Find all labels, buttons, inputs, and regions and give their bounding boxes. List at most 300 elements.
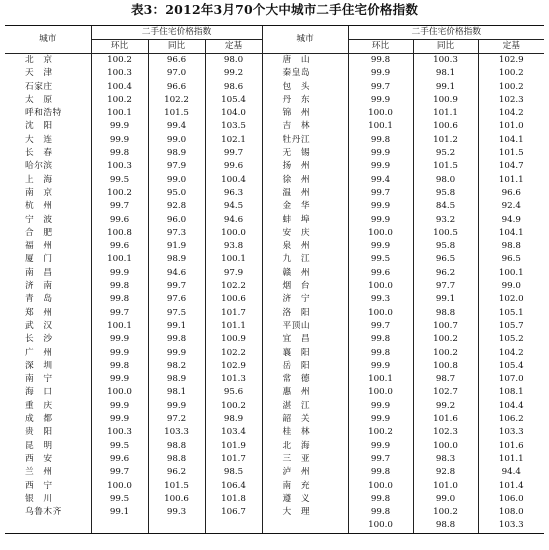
table-row xyxy=(5,373,544,386)
city-name-right: 宜 昌 xyxy=(262,333,348,346)
value-hb-right: 99.8 xyxy=(348,466,413,479)
value-tb-left: 99.7 xyxy=(148,280,205,293)
value-dj-left: 98.0 xyxy=(205,54,262,68)
value-tb-right: 96.5 xyxy=(413,253,478,266)
value-hb-right: 99.9 xyxy=(348,94,413,107)
value-dj-right: 96.6 xyxy=(478,187,544,200)
value-dj-left: 101.3 xyxy=(205,373,262,386)
city-name-left: 广 州 xyxy=(25,347,53,358)
value-tb-right: 100.7 xyxy=(413,320,478,333)
table-row xyxy=(5,67,544,80)
table-row xyxy=(5,187,544,200)
value-dj-right: 98.8 xyxy=(478,240,544,253)
value-tb-left xyxy=(148,519,205,533)
value-tb-right: 98.7 xyxy=(413,373,478,386)
value-dj-right: 96.5 xyxy=(478,253,544,266)
table-row xyxy=(5,240,544,253)
value-hb-left: 99.8 xyxy=(91,293,148,306)
value-hb-right: 100.1 xyxy=(348,120,413,133)
value-hb-left: 100.1 xyxy=(91,253,148,266)
table-row xyxy=(5,120,544,133)
city-name-left: 银 川 xyxy=(25,493,53,504)
value-dj-right: 105.2 xyxy=(478,333,544,346)
value-hb-left: 99.8 xyxy=(91,280,148,293)
value-hb-left: 99.6 xyxy=(91,240,148,253)
value-dj-left: 101.8 xyxy=(205,493,262,506)
value-hb-left: 100.2 xyxy=(91,54,148,68)
city-name-right: 大 理 xyxy=(262,506,348,519)
value-dj-left: 102.2 xyxy=(205,280,262,293)
table-row xyxy=(5,214,544,227)
city-name-left: 南 宁 xyxy=(25,374,53,385)
city-name-left: 武 汉 xyxy=(25,320,53,331)
value-dj-left: 99.2 xyxy=(205,67,262,80)
value-dj-right: 101.5 xyxy=(478,147,544,160)
table-row xyxy=(5,307,544,320)
city-name-right: 泉 州 xyxy=(262,240,348,253)
value-hb-right: 99.8 xyxy=(348,333,413,346)
value-tb-right: 101.1 xyxy=(413,107,478,120)
value-tb-right: 97.7 xyxy=(413,280,478,293)
city-name-left: 海 口 xyxy=(25,387,53,398)
value-hb-right: 100.0 xyxy=(348,107,413,120)
city-name-right: 安 庆 xyxy=(262,227,348,240)
value-hb-right: 99.5 xyxy=(348,253,413,266)
table-row xyxy=(5,347,544,360)
value-dj-right: 106.2 xyxy=(478,413,544,426)
city-header-right: 城市 xyxy=(262,26,348,54)
value-tb-left: 96.6 xyxy=(148,54,205,68)
value-hb-left: 99.9 xyxy=(91,134,148,147)
city-name-right xyxy=(262,519,348,533)
value-dj-right: 94.9 xyxy=(478,214,544,227)
city-name-left: 北 京 xyxy=(25,55,53,65)
value-dj-left: 103.5 xyxy=(205,120,262,133)
value-tb-left: 98.9 xyxy=(148,147,205,160)
value-tb-left: 99.4 xyxy=(148,120,205,133)
city-name-right: 岳 阳 xyxy=(262,360,348,373)
value-hb-right: 100.0 xyxy=(348,386,413,399)
value-dj-right: 108.0 xyxy=(478,506,544,519)
table-row xyxy=(5,174,544,187)
value-hb-left: 99.7 xyxy=(91,466,148,479)
table-row xyxy=(5,147,544,160)
value-hb-right: 99.8 xyxy=(348,134,413,147)
city-name-right: 牡丹江 xyxy=(262,134,348,147)
value-hb-left: 99.1 xyxy=(91,506,148,519)
value-tb-left: 98.2 xyxy=(148,360,205,373)
city-name-left xyxy=(5,519,91,533)
value-tb-left: 97.3 xyxy=(148,227,205,240)
value-hb-left: 99.9 xyxy=(91,267,148,280)
value-hb-left: 99.8 xyxy=(91,360,148,373)
value-tb-left: 102.2 xyxy=(148,94,205,107)
value-tb-right: 95.8 xyxy=(413,187,478,200)
value-tb-right: 102.7 xyxy=(413,386,478,399)
value-hb-left: 100.1 xyxy=(91,320,148,333)
city-name-right: 湛 江 xyxy=(262,400,348,413)
city-name-right: 桂 林 xyxy=(262,426,348,439)
value-tb-left: 99.0 xyxy=(148,134,205,147)
value-hb-left: 100.2 xyxy=(91,187,148,200)
value-hb-right: 99.9 xyxy=(348,400,413,413)
table-row xyxy=(5,280,544,293)
value-dj-left: 97.9 xyxy=(205,267,262,280)
value-dj-left: 103.4 xyxy=(205,426,262,439)
value-tb-right: 101.5 xyxy=(413,160,478,173)
value-hb-left: 99.5 xyxy=(91,174,148,187)
value-dj-right: 92.4 xyxy=(478,200,544,213)
table-row xyxy=(5,200,544,213)
value-dj-right: 100.2 xyxy=(478,81,544,94)
city-name-right: 温 州 xyxy=(262,187,348,200)
value-tb-right: 100.5 xyxy=(413,227,478,240)
table-row xyxy=(5,333,544,346)
city-name-left: 昆 明 xyxy=(25,440,53,451)
table-row xyxy=(5,54,544,68)
value-dj-right: 103.3 xyxy=(478,426,544,439)
city-name-right: 遵 义 xyxy=(262,493,348,506)
city-name-left: 太 原 xyxy=(25,94,53,105)
city-name-left: 厦 门 xyxy=(25,254,53,265)
value-tb-right: 101.0 xyxy=(413,480,478,493)
value-hb-right: 99.4 xyxy=(348,174,413,187)
value-tb-right: 100.8 xyxy=(413,360,478,373)
value-hb-right: 99.7 xyxy=(348,453,413,466)
value-tb-right: 100.6 xyxy=(413,120,478,133)
table-row xyxy=(5,480,544,493)
value-dj-left: 100.2 xyxy=(205,400,262,413)
value-dj-right: 103.3 xyxy=(478,519,544,533)
city-name-right: 济 宁 xyxy=(262,293,348,306)
value-hb-left: 99.5 xyxy=(91,493,148,506)
value-dj-left: 100.1 xyxy=(205,253,262,266)
value-dj-right: 104.2 xyxy=(478,347,544,360)
value-dj-left: 106.7 xyxy=(205,506,262,519)
city-name-left: 南 昌 xyxy=(25,267,53,278)
city-name-left: 大 连 xyxy=(25,134,53,145)
value-tb-right: 99.2 xyxy=(413,400,478,413)
city-name-right: 洛 阳 xyxy=(262,307,348,320)
city-name-right: 徐 州 xyxy=(262,174,348,187)
value-hb-left: 99.9 xyxy=(91,413,148,426)
value-tb-left: 96.0 xyxy=(148,214,205,227)
value-tb-left: 99.9 xyxy=(148,347,205,360)
value-hb-right: 99.9 xyxy=(348,160,413,173)
value-dj-right: 101.1 xyxy=(478,453,544,466)
value-dj-right: 104.2 xyxy=(478,107,544,120)
city-name-right: 赣 州 xyxy=(262,267,348,280)
city-name-left: 南 京 xyxy=(25,187,53,198)
value-tb-left: 101.5 xyxy=(148,107,205,120)
city-name-left: 青 岛 xyxy=(25,294,53,305)
value-hb-left: 100.3 xyxy=(91,160,148,173)
group-header-right: 二手住宅价格指数 xyxy=(348,26,544,40)
value-hb-left: 99.8 xyxy=(91,147,148,160)
value-tb-right: 98.8 xyxy=(413,307,478,320)
value-dj-left: 105.4 xyxy=(205,94,262,107)
value-hb-right: 99.8 xyxy=(348,54,413,68)
value-tb-left: 96.2 xyxy=(148,466,205,479)
value-tb-left: 101.5 xyxy=(148,480,205,493)
city-name-right: 金 华 xyxy=(262,200,348,213)
city-name-right: 丹 东 xyxy=(262,94,348,107)
value-tb-left: 98.8 xyxy=(148,440,205,453)
table-row xyxy=(5,506,544,519)
value-tb-right: 99.1 xyxy=(413,293,478,306)
value-hb-right: 99.9 xyxy=(348,360,413,373)
value-hb-left: 99.5 xyxy=(91,440,148,453)
value-hb-right: 100.2 xyxy=(348,426,413,439)
value-tb-right: 100.2 xyxy=(413,333,478,346)
value-hb-left: 100.0 xyxy=(91,386,148,399)
col-header-hb-right: 环比 xyxy=(348,40,413,54)
city-name-left: 杭 州 xyxy=(25,201,53,212)
value-hb-left: 100.3 xyxy=(91,426,148,439)
value-hb-left: 100.0 xyxy=(91,480,148,493)
value-dj-left: 101.7 xyxy=(205,453,262,466)
value-hb-left: 100.4 xyxy=(91,81,148,94)
value-dj-left: 100.6 xyxy=(205,293,262,306)
value-hb-left: 100.1 xyxy=(91,107,148,120)
city-name-left: 石家庄 xyxy=(25,81,53,92)
value-hb-right: 100.0 xyxy=(348,227,413,240)
value-dj-right: 101.6 xyxy=(478,440,544,453)
value-hb-right: 100.1 xyxy=(348,373,413,386)
value-tb-left: 97.6 xyxy=(148,293,205,306)
city-header-left: 城市 xyxy=(5,26,91,54)
col-header-hb-left: 环比 xyxy=(91,40,148,54)
col-header-tb-left: 同比 xyxy=(148,40,205,54)
value-dj-right: 104.7 xyxy=(478,160,544,173)
value-dj-right: 101.4 xyxy=(478,480,544,493)
city-name-right: 平顶山 xyxy=(262,320,348,333)
table-row xyxy=(5,493,544,506)
table-row xyxy=(5,107,544,120)
value-dj-right: 100.2 xyxy=(478,67,544,80)
table-row xyxy=(5,227,544,240)
value-dj-left: 94.6 xyxy=(205,214,262,227)
value-hb-left: 99.9 xyxy=(91,400,148,413)
value-dj-left: 100.0 xyxy=(205,227,262,240)
col-header-dj-right: 定基 xyxy=(478,40,544,54)
value-hb-right: 100.0 xyxy=(348,307,413,320)
value-hb-left: 99.9 xyxy=(91,373,148,386)
value-hb-right: 99.9 xyxy=(348,67,413,80)
table-row xyxy=(5,320,544,333)
value-tb-left: 99.1 xyxy=(148,320,205,333)
value-dj-left: 98.5 xyxy=(205,466,262,479)
value-tb-right: 99.0 xyxy=(413,493,478,506)
table-row xyxy=(5,440,544,453)
city-name-left: 沈 阳 xyxy=(25,121,53,132)
value-dj-right: 104.1 xyxy=(478,134,544,147)
value-dj-left: 100.9 xyxy=(205,333,262,346)
value-tb-right: 101.2 xyxy=(413,134,478,147)
value-tb-left: 99.8 xyxy=(148,333,205,346)
value-tb-left: 94.6 xyxy=(148,267,205,280)
value-dj-right: 101.0 xyxy=(478,120,544,133)
city-name-right: 烟 台 xyxy=(262,280,348,293)
value-tb-left: 100.6 xyxy=(148,493,205,506)
value-hb-right: 99.8 xyxy=(348,493,413,506)
value-hb-right: 99.7 xyxy=(348,81,413,94)
city-name-right: 泸 州 xyxy=(262,466,348,479)
city-name-right: 无 锡 xyxy=(262,147,348,160)
value-hb-right: 99.8 xyxy=(348,506,413,519)
table-row xyxy=(5,386,544,399)
value-tb-left: 98.1 xyxy=(148,386,205,399)
value-hb-right: 99.6 xyxy=(348,267,413,280)
value-dj-right: 106.0 xyxy=(478,493,544,506)
value-hb-right: 99.9 xyxy=(348,214,413,227)
city-name-right: 包 头 xyxy=(262,81,348,94)
value-dj-right: 107.0 xyxy=(478,373,544,386)
value-dj-right: 105.7 xyxy=(478,320,544,333)
value-dj-right: 102.0 xyxy=(478,293,544,306)
value-tb-left: 99.0 xyxy=(148,174,205,187)
city-name-right: 蚌 埠 xyxy=(262,214,348,227)
value-tb-left: 92.8 xyxy=(148,200,205,213)
city-name-left: 呼和浩特 xyxy=(25,108,62,119)
value-hb-left: 100.3 xyxy=(91,67,148,80)
value-hb-right: 99.7 xyxy=(348,320,413,333)
city-name-left: 长 春 xyxy=(25,148,53,159)
col-header-dj-left: 定基 xyxy=(205,40,262,54)
value-tb-left: 97.5 xyxy=(148,307,205,320)
value-tb-left: 98.9 xyxy=(148,253,205,266)
city-name-right: 襄 阳 xyxy=(262,347,348,360)
value-hb-left: 99.6 xyxy=(91,214,148,227)
table-row xyxy=(5,400,544,413)
value-tb-right: 100.3 xyxy=(413,54,478,68)
table-title: 表3：2012年3月70个大中城市二手住宅价格指数 xyxy=(130,2,419,17)
city-name-right: 唐 山 xyxy=(262,54,348,68)
value-dj-right: 100.1 xyxy=(478,267,544,280)
value-dj-right: 99.0 xyxy=(478,280,544,293)
city-name-left: 西 宁 xyxy=(25,480,53,491)
value-dj-right: 101.1 xyxy=(478,174,544,187)
city-name-right: 三 亚 xyxy=(262,453,348,466)
city-name-right: 韶 关 xyxy=(262,413,348,426)
city-name-left: 深 圳 xyxy=(25,360,53,371)
table-row xyxy=(5,413,544,426)
value-dj-left xyxy=(205,519,262,533)
value-hb-left: 99.9 xyxy=(91,120,148,133)
city-name-left: 郑 州 xyxy=(25,307,53,318)
value-dj-right: 108.1 xyxy=(478,386,544,399)
value-dj-left: 96.3 xyxy=(205,187,262,200)
table-row xyxy=(5,453,544,466)
city-name-left: 乌鲁木齐 xyxy=(25,507,62,518)
table-row xyxy=(5,360,544,373)
value-hb-right: 100.0 xyxy=(348,480,413,493)
value-dj-right: 104.1 xyxy=(478,227,544,240)
value-tb-right: 93.2 xyxy=(413,214,478,227)
value-tb-left: 98.8 xyxy=(148,453,205,466)
value-tb-right: 96.2 xyxy=(413,267,478,280)
value-hb-left: 99.9 xyxy=(91,333,148,346)
value-hb-right: 99.9 xyxy=(348,240,413,253)
value-hb-right: 99.3 xyxy=(348,293,413,306)
value-tb-right: 98.8 xyxy=(413,519,478,533)
value-hb-left: 99.9 xyxy=(91,347,148,360)
value-dj-left: 101.1 xyxy=(205,320,262,333)
value-hb-right: 99.9 xyxy=(348,413,413,426)
city-name-left: 长 沙 xyxy=(25,334,53,345)
table-row xyxy=(5,293,544,306)
value-tb-right: 92.8 xyxy=(413,466,478,479)
value-tb-right: 98.0 xyxy=(413,174,478,187)
value-tb-right: 84.5 xyxy=(413,200,478,213)
value-tb-right: 98.3 xyxy=(413,453,478,466)
table-row xyxy=(5,81,544,94)
value-hb-left: 100.8 xyxy=(91,227,148,240)
value-dj-right: 105.1 xyxy=(478,307,544,320)
city-name-right: 九 江 xyxy=(262,253,348,266)
value-dj-left: 98.6 xyxy=(205,81,262,94)
value-tb-left: 98.9 xyxy=(148,373,205,386)
table-body xyxy=(5,54,544,534)
value-dj-left: 100.4 xyxy=(205,174,262,187)
value-dj-left: 99.7 xyxy=(205,147,262,160)
value-tb-right: 100.2 xyxy=(413,347,478,360)
city-name-left: 宁 波 xyxy=(25,214,53,225)
table-row xyxy=(5,94,544,107)
table-row xyxy=(5,519,544,533)
value-hb-left: 99.6 xyxy=(91,453,148,466)
value-dj-left: 102.2 xyxy=(205,347,262,360)
value-tb-right: 100.9 xyxy=(413,94,478,107)
value-tb-left: 97.9 xyxy=(148,160,205,173)
value-dj-right: 94.4 xyxy=(478,466,544,479)
table-row xyxy=(5,134,544,147)
table-row xyxy=(5,253,544,266)
city-name-left: 合 肥 xyxy=(25,227,53,238)
city-name-left: 济 南 xyxy=(25,281,53,292)
value-tb-left: 103.3 xyxy=(148,426,205,439)
value-tb-right: 95.8 xyxy=(413,240,478,253)
value-tb-right: 100.2 xyxy=(413,506,478,519)
city-name-left: 西 安 xyxy=(25,453,53,464)
header-row-group xyxy=(5,26,544,40)
value-dj-left: 94.5 xyxy=(205,200,262,213)
value-dj-left: 93.8 xyxy=(205,240,262,253)
city-name-right: 南 充 xyxy=(262,480,348,493)
city-name-left: 成 都 xyxy=(25,414,53,425)
city-name-right: 北 海 xyxy=(262,440,348,453)
table-row xyxy=(5,426,544,439)
city-name-left: 上 海 xyxy=(25,174,53,185)
value-hb-right: 99.9 xyxy=(348,440,413,453)
city-name-right: 扬 州 xyxy=(262,160,348,173)
table-row xyxy=(5,466,544,479)
city-name-right: 惠 州 xyxy=(262,386,348,399)
value-dj-left: 106.4 xyxy=(205,480,262,493)
value-dj-left: 102.1 xyxy=(205,134,262,147)
city-name-right: 秦皇岛 xyxy=(262,67,348,80)
city-name-left: 贵 阳 xyxy=(25,427,53,438)
value-tb-left: 95.0 xyxy=(148,187,205,200)
value-tb-right: 101.6 xyxy=(413,413,478,426)
value-hb-right: 99.8 xyxy=(348,347,413,360)
value-tb-right: 100.0 xyxy=(413,440,478,453)
value-tb-right: 95.2 xyxy=(413,147,478,160)
value-tb-right: 99.1 xyxy=(413,81,478,94)
value-dj-left: 98.9 xyxy=(205,413,262,426)
value-hb-left: 100.2 xyxy=(91,94,148,107)
value-tb-left: 97.0 xyxy=(148,67,205,80)
